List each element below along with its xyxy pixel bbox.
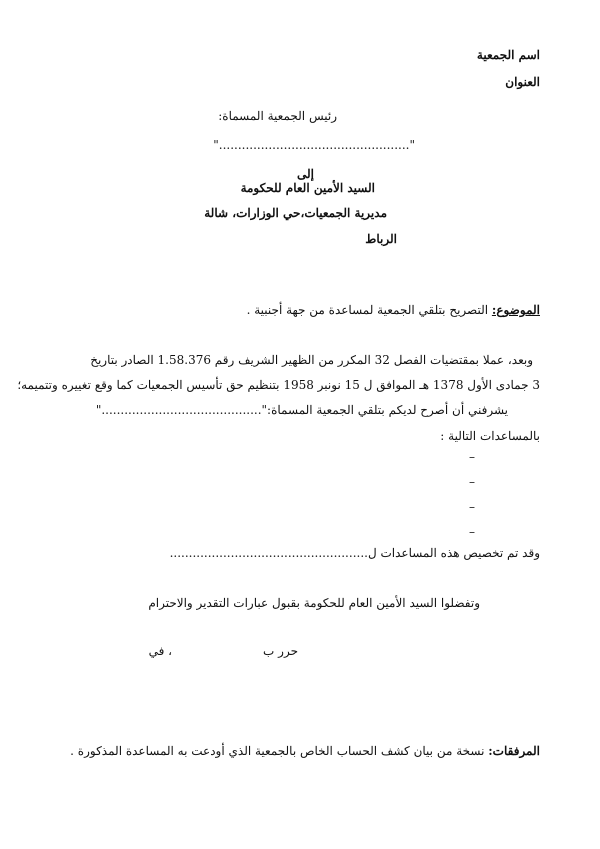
body-line-2: 3 جمادى الأول 1378 هـ الموافق ل 15 نونبر 1958 بتنظيم حق تأسيس الجمعيات كما وقع تغييره وتتميمه؛: [17, 378, 540, 392]
date-label: ، في: [148, 644, 172, 658]
attachments-text: نسخة من بيان كشف الحساب الخاص بالجمعية الذي أودعت به المساعدة المذكورة .: [70, 744, 485, 758]
aid-item-2: –: [469, 475, 475, 489]
subject-line: [247, 302, 540, 318]
attachments-line: [70, 743, 540, 759]
written-at-label: حرر ب: [263, 644, 298, 658]
attachments-label: المرفقات:: [488, 744, 540, 758]
recipient-to: إلى: [297, 167, 314, 181]
association-name-placeholder: "..................................................": [213, 138, 415, 152]
subject-text: التصريح بتلقي الجمعية لمساعدة من جهة أجنبية .: [246, 303, 489, 317]
body-line-3: يشرفني أن أصرح لديكم بتلقي الجمعية المسماة:"..........................................": [95, 403, 508, 417]
association-name-label: اسم الجمعية: [476, 48, 540, 62]
body-line-1: وبعد، عملا بمقتضيات الفصل 32 المكرر من الظهير الشريف رقم 1.58.376 الصادر بتاريخ: [90, 353, 533, 367]
recipient-city: الرباط: [365, 232, 397, 246]
recipient-title: السيد الأمين العام للحكومة: [240, 181, 375, 195]
body-line-4: بالمساعدات التالية :: [440, 429, 540, 443]
recipient-department: مديرية الجمعيات،حي الوزارات، شالة: [204, 206, 387, 220]
address-label: العنوان: [505, 75, 540, 89]
president-line: رئيس الجمعية المسماة:: [218, 109, 337, 123]
aid-item-4: –: [469, 525, 475, 539]
allocation-line: وقد تم تخصيص هذه المساعدات ل....................................................: [169, 546, 540, 560]
subject-label: الموضوع:: [491, 303, 540, 317]
closing-line: وتفضلوا السيد الأمين العام للحكومة بقبول عبارات التقدير والاحترام: [148, 596, 480, 610]
aid-item-1: –: [469, 450, 475, 464]
aid-item-3: –: [469, 500, 475, 514]
